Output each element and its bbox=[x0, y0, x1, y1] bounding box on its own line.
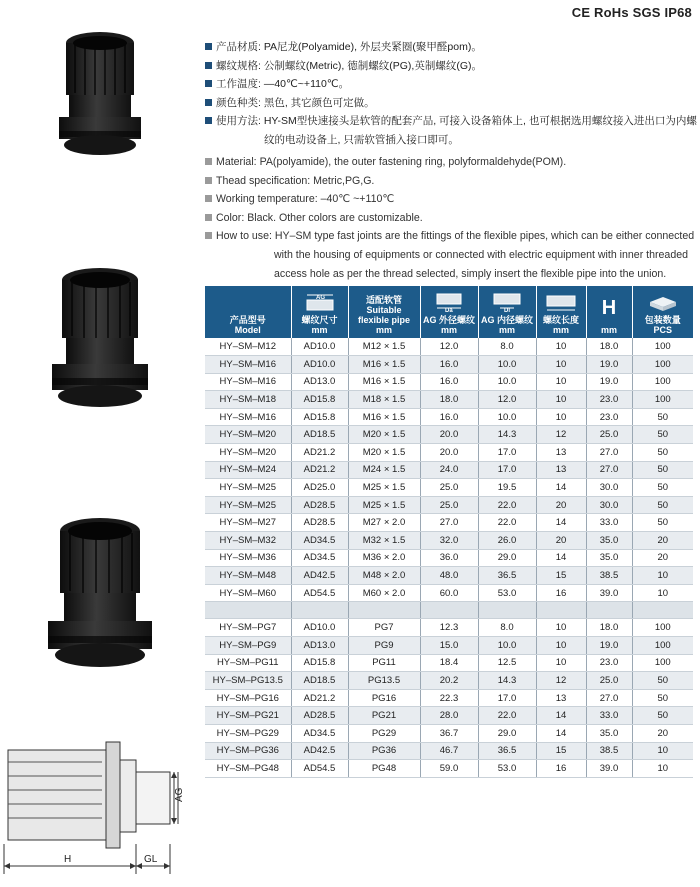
table-row bbox=[205, 338, 693, 356]
table-cell: 39.0 bbox=[586, 584, 632, 602]
table-cell: AD13.0 bbox=[291, 637, 348, 655]
table-cell: AD21.2 bbox=[291, 689, 348, 707]
table-cell: HY–SM–M16 bbox=[205, 373, 291, 391]
table-cell: 18.0 bbox=[586, 338, 632, 356]
table-cell: AD28.5 bbox=[291, 514, 348, 532]
table-cell: 50 bbox=[632, 514, 693, 532]
table-cell bbox=[536, 602, 586, 619]
spec-en-material: Material: PA(polyamide), the outer fastening ring, polyformaldehyde(POM). bbox=[205, 153, 695, 172]
table-cell: 10 bbox=[632, 584, 693, 602]
table-cell: 53.0 bbox=[478, 760, 536, 778]
table-cell: HY–SM–M25 bbox=[205, 496, 291, 514]
table-cell: 10.0 bbox=[478, 373, 536, 391]
bullet-icon bbox=[205, 43, 212, 50]
table-row bbox=[205, 479, 693, 497]
table-cell: AD21.2 bbox=[291, 444, 348, 462]
table-cell: PG13.5 bbox=[348, 672, 420, 690]
col-flexible-pipe: 适配软管 Suitable flexible pipe mm bbox=[348, 286, 420, 338]
table-cell: M12 × 1.5 bbox=[348, 338, 420, 356]
table-cell: 8.0 bbox=[478, 338, 536, 356]
table-cell: 36.5 bbox=[478, 742, 536, 760]
table-cell: 10 bbox=[536, 391, 586, 409]
table-cell: 10 bbox=[536, 637, 586, 655]
table-cell: 10 bbox=[632, 567, 693, 585]
table-cell: 25.0 bbox=[420, 479, 478, 497]
table-cell: HY–SM–M25 bbox=[205, 479, 291, 497]
table-cell: 19.5 bbox=[478, 479, 536, 497]
table-row bbox=[205, 549, 693, 567]
table-cell: 100 bbox=[632, 391, 693, 409]
table-cell: HY–SM–PG36 bbox=[205, 742, 291, 760]
spec-cn-usage: 使用方法: HY-SM型快速接头是软管的配套产品, 可接入设备箱体上, 也可根据选用螺纹接入进出口为内螺 bbox=[205, 112, 695, 131]
col-height: H mm bbox=[586, 286, 632, 338]
table-cell: 25.0 bbox=[586, 672, 632, 690]
table-cell: 8.0 bbox=[478, 619, 536, 637]
table-cell: M60 × 2.0 bbox=[348, 584, 420, 602]
table-cell: 16.0 bbox=[420, 373, 478, 391]
table-cell: HY–SM–PG29 bbox=[205, 724, 291, 742]
table-cell: 46.7 bbox=[420, 742, 478, 760]
table-cell bbox=[348, 602, 420, 619]
spec-en-temperature: Working temperature: –40℃ ~+110℃ bbox=[205, 190, 695, 209]
table-cell: 20 bbox=[536, 532, 586, 550]
table-cell: HY–SM–M12 bbox=[205, 338, 291, 356]
spec-en-thread: Thead specification: Metric,PG,G. bbox=[205, 172, 695, 191]
table-cell: HY–SM–M27 bbox=[205, 514, 291, 532]
table-cell: 23.0 bbox=[586, 408, 632, 426]
table-cell: AD10.0 bbox=[291, 619, 348, 637]
table-cell: AD15.8 bbox=[291, 391, 348, 409]
table-cell: 10 bbox=[632, 760, 693, 778]
table-cell: 100 bbox=[632, 619, 693, 637]
bullet-icon bbox=[205, 62, 212, 69]
table-cell: 27.0 bbox=[586, 461, 632, 479]
table-cell: 20.2 bbox=[420, 672, 478, 690]
table-cell: 35.0 bbox=[586, 724, 632, 742]
table-cell: 14.3 bbox=[478, 426, 536, 444]
table-cell: HY–SM–M16 bbox=[205, 356, 291, 374]
table-cell: AD18.5 bbox=[291, 426, 348, 444]
table-cell: 17.0 bbox=[478, 689, 536, 707]
table-cell: AD34.5 bbox=[291, 532, 348, 550]
table-cell: AD18.5 bbox=[291, 672, 348, 690]
table-cell: 30.0 bbox=[586, 496, 632, 514]
table-cell: M27 × 2.0 bbox=[348, 514, 420, 532]
table-cell: 14 bbox=[536, 479, 586, 497]
spec-en-usage-cont2: access hole as per the thread selected, simply insert the flexible pipe into the union. bbox=[274, 267, 667, 280]
table-cell: PG36 bbox=[348, 742, 420, 760]
table-cell: 13 bbox=[536, 444, 586, 462]
table-cell: AD28.5 bbox=[291, 707, 348, 725]
table-cell: M18 × 1.5 bbox=[348, 391, 420, 409]
col-model: 产品型号 Model bbox=[205, 286, 291, 338]
table-cell: 25.0 bbox=[586, 426, 632, 444]
table-cell: 16.0 bbox=[420, 408, 478, 426]
table-cell: 17.0 bbox=[478, 461, 536, 479]
da-icon-label: Da bbox=[445, 308, 453, 312]
table-cell: 19.0 bbox=[586, 637, 632, 655]
table-cell: 36.0 bbox=[420, 549, 478, 567]
thread-length-icon bbox=[544, 292, 578, 312]
table-cell: HY–SM–M36 bbox=[205, 549, 291, 567]
table-cell: 24.0 bbox=[420, 461, 478, 479]
table-cell: 100 bbox=[632, 637, 693, 655]
spec-en-usage-cont1: with the housing of equipments or connected with electric equipment with inner threaded bbox=[274, 248, 688, 261]
table-cell: 59.0 bbox=[420, 760, 478, 778]
table-cell: AD42.5 bbox=[291, 567, 348, 585]
table-cell bbox=[205, 602, 291, 619]
table-cell: HY–SM–PG7 bbox=[205, 619, 291, 637]
col-thread-size: AG 螺纹尺寸 mm bbox=[291, 286, 348, 338]
table-cell: 25.0 bbox=[420, 496, 478, 514]
table-row bbox=[205, 637, 693, 655]
table-row bbox=[205, 356, 693, 374]
table-cell: AD21.2 bbox=[291, 461, 348, 479]
table-row bbox=[205, 689, 693, 707]
inner-diameter-icon bbox=[490, 292, 524, 312]
table-cell: 100 bbox=[632, 654, 693, 672]
table-cell: 14 bbox=[536, 707, 586, 725]
table-row bbox=[205, 619, 693, 637]
table-row bbox=[205, 654, 693, 672]
product-photo-1 bbox=[45, 25, 195, 165]
table-cell: 10 bbox=[536, 356, 586, 374]
table-cell: HY–SM–M20 bbox=[205, 444, 291, 462]
table-cell: 29.0 bbox=[478, 549, 536, 567]
table-row bbox=[205, 567, 693, 585]
table-cell: 15.0 bbox=[420, 637, 478, 655]
table-row bbox=[205, 742, 693, 760]
table-cell: 14 bbox=[536, 724, 586, 742]
table-cell: PG7 bbox=[348, 619, 420, 637]
table-cell: HY–SM–PG21 bbox=[205, 707, 291, 725]
package-box-icon bbox=[646, 294, 680, 312]
table-cell: 10.0 bbox=[478, 637, 536, 655]
table-cell: 22.0 bbox=[478, 496, 536, 514]
col-inner-thread: Di AG 内径螺纹 mm bbox=[478, 286, 536, 338]
table-cell: 39.0 bbox=[586, 760, 632, 778]
dim-label-ag: AG bbox=[174, 787, 185, 802]
ag-icon-label: AG bbox=[315, 295, 325, 301]
table-cell bbox=[291, 602, 348, 619]
table-cell: AD34.5 bbox=[291, 549, 348, 567]
table-cell: 12.5 bbox=[478, 654, 536, 672]
table-cell: 18.4 bbox=[420, 654, 478, 672]
table-separator-row bbox=[205, 602, 693, 619]
di-icon-label: Di bbox=[504, 308, 510, 312]
bullet-icon bbox=[205, 195, 212, 202]
table-row bbox=[205, 391, 693, 409]
table-row bbox=[205, 760, 693, 778]
spec-en-usage: How to use: HY–SM type fast joints are the fittings of the flexible pipes, which can be either connected bbox=[205, 227, 695, 246]
table-cell: PG21 bbox=[348, 707, 420, 725]
table-row bbox=[205, 672, 693, 690]
table-cell: 50 bbox=[632, 672, 693, 690]
table-cell: AD15.8 bbox=[291, 408, 348, 426]
table-cell: 12 bbox=[536, 426, 586, 444]
table-cell: 16.0 bbox=[420, 356, 478, 374]
col-thread-length: 螺纹长度 mm bbox=[536, 286, 586, 338]
table-cell: 48.0 bbox=[420, 567, 478, 585]
certification-marks: CE RoHs SGS IP68 bbox=[571, 5, 692, 20]
table-cell: M20 × 1.5 bbox=[348, 426, 420, 444]
table-cell: 20 bbox=[632, 724, 693, 742]
table-cell: 14 bbox=[536, 549, 586, 567]
table-cell: 12.3 bbox=[420, 619, 478, 637]
table-cell: 22.3 bbox=[420, 689, 478, 707]
table-cell: 29.0 bbox=[478, 724, 536, 742]
bullet-icon bbox=[205, 232, 212, 239]
table-cell: 50 bbox=[632, 689, 693, 707]
table-cell: HY–SM–M18 bbox=[205, 391, 291, 409]
table-cell: 100 bbox=[632, 338, 693, 356]
table-cell: 50 bbox=[632, 426, 693, 444]
table-cell: 30.0 bbox=[586, 479, 632, 497]
spec-cn-color: 颜色种类: 黑色, 其它颜色可定做。 bbox=[205, 94, 695, 113]
table-cell: 23.0 bbox=[586, 654, 632, 672]
table-row bbox=[205, 496, 693, 514]
table-cell: 28.0 bbox=[420, 707, 478, 725]
table-row bbox=[205, 444, 693, 462]
table-cell: 16 bbox=[536, 760, 586, 778]
table-cell: 22.0 bbox=[478, 707, 536, 725]
table-cell: 60.0 bbox=[420, 584, 478, 602]
table-cell: M24 × 1.5 bbox=[348, 461, 420, 479]
table-cell: HY–SM–PG48 bbox=[205, 760, 291, 778]
bullet-icon bbox=[205, 214, 212, 221]
table-row bbox=[205, 461, 693, 479]
table-cell: HY–SM–M32 bbox=[205, 532, 291, 550]
dim-label-gl: GL bbox=[144, 854, 158, 865]
table-cell: 50 bbox=[632, 444, 693, 462]
table-cell bbox=[478, 602, 536, 619]
table-cell: 35.0 bbox=[586, 549, 632, 567]
table-cell: 100 bbox=[632, 373, 693, 391]
table-cell: PG11 bbox=[348, 654, 420, 672]
table-cell: 12.0 bbox=[478, 391, 536, 409]
table-cell: 22.0 bbox=[478, 514, 536, 532]
outer-diameter-icon bbox=[432, 292, 466, 312]
table-cell: PG29 bbox=[348, 724, 420, 742]
table-cell: 19.0 bbox=[586, 373, 632, 391]
table-cell: 23.0 bbox=[586, 391, 632, 409]
table-cell: 16 bbox=[536, 584, 586, 602]
table-cell: 10.0 bbox=[478, 356, 536, 374]
table-cell: 50 bbox=[632, 707, 693, 725]
table-cell: 20 bbox=[632, 549, 693, 567]
table-cell: 20 bbox=[632, 532, 693, 550]
table-header-row bbox=[205, 286, 693, 338]
table-cell: 15 bbox=[536, 567, 586, 585]
col-package-qty: 包装数量 PCS bbox=[632, 286, 693, 338]
table-cell: M25 × 1.5 bbox=[348, 496, 420, 514]
table-cell: 13 bbox=[536, 689, 586, 707]
table-cell: 100 bbox=[632, 356, 693, 374]
bullet-icon bbox=[205, 80, 212, 87]
table-cell: 20 bbox=[536, 496, 586, 514]
table-cell: HY–SM–PG11 bbox=[205, 654, 291, 672]
table-cell: HY–SM–PG16 bbox=[205, 689, 291, 707]
table-cell: 26.0 bbox=[478, 532, 536, 550]
table-cell: 20.0 bbox=[420, 426, 478, 444]
table-cell: HY–SM–PG13.5 bbox=[205, 672, 291, 690]
table-cell bbox=[586, 602, 632, 619]
table-row bbox=[205, 514, 693, 532]
table-cell: 13 bbox=[536, 461, 586, 479]
table-cell: 53.0 bbox=[478, 584, 536, 602]
table-cell: 18.0 bbox=[420, 391, 478, 409]
table-cell: HY–SM–PG9 bbox=[205, 637, 291, 655]
table-cell: AD15.8 bbox=[291, 654, 348, 672]
table-cell: AD42.5 bbox=[291, 742, 348, 760]
table-cell: 14.3 bbox=[478, 672, 536, 690]
table-cell: 33.0 bbox=[586, 514, 632, 532]
table-cell: M16 × 1.5 bbox=[348, 408, 420, 426]
table-cell: PG16 bbox=[348, 689, 420, 707]
table-cell: 10.0 bbox=[478, 408, 536, 426]
spec-english bbox=[205, 153, 695, 283]
dimension-drawing bbox=[2, 740, 202, 880]
spec-cn-thread: 螺纹规格: 公制螺纹(Metric), 德制螺纹(PG),英制螺纹(G)。 bbox=[205, 57, 695, 76]
table-cell bbox=[632, 602, 693, 619]
table-row bbox=[205, 373, 693, 391]
thread-size-icon bbox=[303, 292, 337, 312]
table-cell: HY–SM–M20 bbox=[205, 426, 291, 444]
table-cell: 10 bbox=[536, 654, 586, 672]
spec-table bbox=[205, 286, 693, 778]
table-cell: 50 bbox=[632, 461, 693, 479]
spec-cn-temperature: 工作温度: —40℃~+110℃。 bbox=[205, 75, 695, 94]
table-row bbox=[205, 532, 693, 550]
table-row bbox=[205, 408, 693, 426]
table-cell: 33.0 bbox=[586, 707, 632, 725]
table-row bbox=[205, 584, 693, 602]
table-cell: 38.5 bbox=[586, 567, 632, 585]
table-cell: 10 bbox=[536, 373, 586, 391]
table-cell: M25 × 1.5 bbox=[348, 479, 420, 497]
table-cell: AD54.5 bbox=[291, 760, 348, 778]
table-cell: HY–SM–M60 bbox=[205, 584, 291, 602]
product-photo-2 bbox=[40, 260, 190, 420]
table-cell: HY–SM–M24 bbox=[205, 461, 291, 479]
table-cell: M36 × 2.0 bbox=[348, 549, 420, 567]
table-cell: 32.0 bbox=[420, 532, 478, 550]
table-row bbox=[205, 707, 693, 725]
table-cell: 35.0 bbox=[586, 532, 632, 550]
table-cell: AD34.5 bbox=[291, 724, 348, 742]
bullet-icon bbox=[205, 99, 212, 106]
table-cell: 19.0 bbox=[586, 356, 632, 374]
table-cell: AD25.0 bbox=[291, 479, 348, 497]
table-cell: 12.0 bbox=[420, 338, 478, 356]
table-cell: AD10.0 bbox=[291, 356, 348, 374]
table-row bbox=[205, 426, 693, 444]
table-cell: M32 × 1.5 bbox=[348, 532, 420, 550]
table-cell bbox=[420, 602, 478, 619]
table-cell: 20.0 bbox=[420, 444, 478, 462]
table-cell: M48 × 2.0 bbox=[348, 567, 420, 585]
table-cell: AD54.5 bbox=[291, 584, 348, 602]
spec-en-color: Color: Black. Other colors are customizable. bbox=[205, 209, 695, 228]
table-cell: 50 bbox=[632, 479, 693, 497]
bullet-icon bbox=[205, 158, 212, 165]
table-cell: M16 × 1.5 bbox=[348, 356, 420, 374]
product-photo-3 bbox=[38, 505, 188, 675]
col-outer-thread: Da AG 外径螺纹 mm bbox=[420, 286, 478, 338]
table-cell: 27.0 bbox=[586, 444, 632, 462]
spec-chinese bbox=[205, 38, 695, 150]
table-cell: 27.0 bbox=[420, 514, 478, 532]
table-cell: M20 × 1.5 bbox=[348, 444, 420, 462]
table-cell: 50 bbox=[632, 496, 693, 514]
table-cell: 27.0 bbox=[586, 689, 632, 707]
table-cell: AD28.5 bbox=[291, 496, 348, 514]
table-cell: M16 × 1.5 bbox=[348, 373, 420, 391]
table-cell: 38.5 bbox=[586, 742, 632, 760]
table-cell: 10 bbox=[536, 338, 586, 356]
dim-label-h: H bbox=[64, 854, 72, 865]
table-cell: 10 bbox=[536, 619, 586, 637]
spec-cn-material: 产品材质: PA尼龙(Polyamide), 外层夹紧圈(聚甲醛pom)。 bbox=[205, 38, 695, 57]
table-cell: 14 bbox=[536, 514, 586, 532]
table-cell: 17.0 bbox=[478, 444, 536, 462]
spec-cn-usage-cont: 纹的电动设备上, 只需软管插入接口即可。 bbox=[264, 133, 459, 146]
table-cell: 10 bbox=[632, 742, 693, 760]
table-cell: 36.5 bbox=[478, 567, 536, 585]
table-cell: 10 bbox=[536, 408, 586, 426]
table-cell: 50 bbox=[632, 408, 693, 426]
bullet-icon bbox=[205, 177, 212, 184]
table-cell: PG48 bbox=[348, 760, 420, 778]
table-cell: 12 bbox=[536, 672, 586, 690]
table-cell: HY–SM–M16 bbox=[205, 408, 291, 426]
table-cell: HY–SM–M48 bbox=[205, 567, 291, 585]
table-cell: 15 bbox=[536, 742, 586, 760]
table-cell: 36.7 bbox=[420, 724, 478, 742]
table-cell: AD10.0 bbox=[291, 338, 348, 356]
table-row bbox=[205, 724, 693, 742]
table-cell: 18.0 bbox=[586, 619, 632, 637]
bullet-icon bbox=[205, 117, 212, 124]
table-cell: AD13.0 bbox=[291, 373, 348, 391]
table-cell: PG9 bbox=[348, 637, 420, 655]
